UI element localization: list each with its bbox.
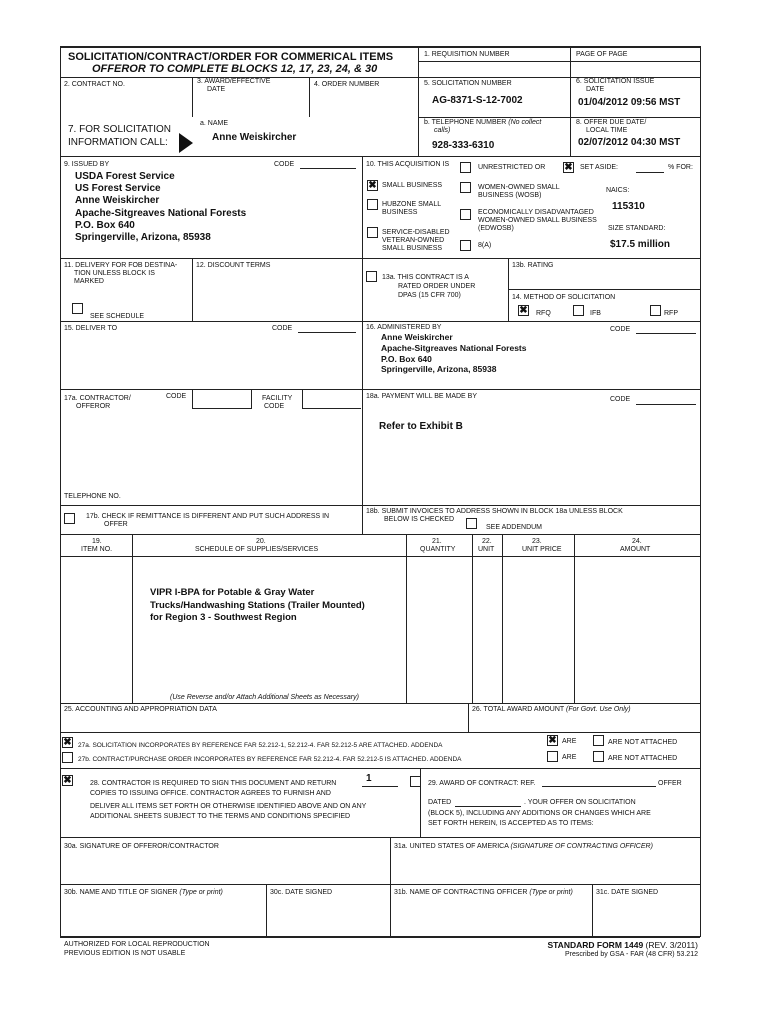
see-addendum-label: SEE ADDENDUM: [486, 524, 543, 531]
edwosb-label-3: (EDWOSB): [478, 225, 514, 232]
block-18a-label: 18a. PAYMENT WILL BE MADE BY: [366, 393, 477, 400]
description-line: Trucks/Handwashing Stations (Trailer Mounted): [150, 599, 365, 611]
block-16-label: 16. ADMINISTERED BY: [366, 324, 442, 331]
block-29-label: 29. AWARD OF CONTRACT: REF.: [428, 780, 536, 787]
sdvosb-label-2: VETERAN-OWNED: [382, 237, 445, 244]
block-7b-label: b. TELEPHONE NUMBER (No collect: [424, 119, 542, 126]
sdvosb-checkbox[interactable]: [367, 227, 378, 238]
block-25-label: 25. ACCOUNTING AND APPROPRIATION DATA: [64, 706, 217, 713]
issued-by-address: [75, 171, 246, 244]
issued-by-line: USDA Forest Service: [75, 171, 175, 182]
issued-by-line: Anne Weiskircher: [75, 195, 160, 207]
27a-are-not-checkbox[interactable]: [593, 735, 604, 746]
solicitation-issue-date[interactable]: 01/04/2012 09:56 MST: [578, 97, 681, 108]
block-15-label: 15. DELIVER TO: [64, 325, 118, 332]
block-13b-label: 13b. RATING: [512, 262, 554, 269]
hubzone-checkbox[interactable]: [367, 199, 378, 210]
prescribed-by: Prescribed by GSA - FAR (48 CFR) 53.212: [564, 951, 698, 958]
sdvosb-label: SERVICE-DISABLED: [382, 229, 450, 236]
copies-count[interactable]: 1: [366, 773, 372, 784]
offer-due-date[interactable]: 02/07/2012 04:30 MST: [578, 137, 681, 148]
page-of-label: PAGE OF PAGE: [576, 51, 628, 58]
27b-are-label: ARE: [562, 754, 577, 761]
col-unit-price-header: UNIT PRICE: [522, 546, 562, 553]
code-line: [636, 404, 696, 405]
unrestricted-checkbox[interactable]: [460, 162, 471, 173]
block-13a-label-2: RATED ORDER UNDER: [398, 283, 476, 290]
arrow-right-icon: [179, 133, 193, 153]
block-7-label-2: INFORMATION CALL:: [68, 137, 168, 148]
contact-name[interactable]: Anne Weiskircher: [212, 132, 297, 143]
issued-by-line: Apache-Sitgreaves National Forests: [75, 207, 247, 219]
27b-are-checkbox[interactable]: [547, 751, 558, 762]
small-business-checkbox[interactable]: ✖: [368, 180, 377, 191]
percent-for-label: % FOR:: [668, 164, 693, 171]
block-29-label-3: (BLOCK 5), INCLUDING ANY ADDITIONS OR CHANGES WHICH ARE: [428, 810, 651, 817]
27a-are-checkbox[interactable]: ✖: [548, 735, 557, 746]
block-31c-label: 31c. DATE SIGNED: [596, 889, 659, 896]
block-28-label-3: DELIVER ALL ITEMS SET FORTH OR OTHERWISE IDENTIFIED ABOVE AND ON ANY: [90, 803, 367, 810]
block-5-label: 5. SOLICITATION NUMBER: [424, 80, 512, 87]
block-28-label: 28. CONTRACTOR IS REQUIRED TO SIGN THIS DOCUMENT AND RETURN: [90, 780, 337, 787]
block-13a-label-3: DPAS (15 CFR 700): [398, 292, 461, 299]
block-6-label-date: DATE: [586, 86, 605, 93]
block-14-label: 14. METHOD OF SOLICITATION: [512, 294, 616, 301]
col-24-number: 24.: [632, 538, 642, 545]
administered-by-line: Anne Weiskircher: [381, 332, 453, 342]
block-10-label: 10. THIS ACQUISITION IS: [366, 161, 450, 168]
issued-by-line: Springerville, Arizona, 85938: [75, 232, 211, 244]
administered-by-address: [381, 332, 527, 375]
block-17b-label: 17b. CHECK IF REMITTANCE IS DIFFERENT AND PUT SUCH ADDRESS IN: [86, 513, 330, 520]
col-19-number: 19.: [92, 538, 102, 545]
schedule-description: [150, 587, 365, 625]
block-28-label-2: COPIES TO ISSUING OFFICE. CONTRACTOR AGREES TO FURNISH AND: [90, 790, 331, 797]
col-21-number: 21.: [432, 538, 442, 545]
set-aside-label: SET ASIDE:: [580, 164, 618, 171]
block-2-label: 2. CONTRACT NO.: [64, 81, 125, 88]
see-schedule-label: SEE SCHEDULE: [90, 313, 145, 320]
block-15-code-label: CODE: [272, 325, 293, 332]
block-30c-label: 30c. DATE SIGNED: [270, 889, 333, 896]
payment-by-value[interactable]: Refer to Exhibit B: [379, 421, 463, 432]
block-17a-label-2: OFFEROR: [76, 403, 111, 410]
block-30a-label: 30a. SIGNATURE OF OFFEROR/CONTRACTOR: [64, 843, 219, 850]
block-4-label: 4. ORDER NUMBER: [314, 81, 380, 88]
block-29-label-2: . YOUR OFFER ON SOLICITATION: [524, 799, 636, 806]
dated-line: [455, 806, 521, 807]
footer-previous-edition: PREVIOUS EDITION IS NOT USABLE: [64, 950, 186, 957]
8a-label: 8(A): [478, 242, 492, 249]
size-standard-label: SIZE STANDARD:: [608, 225, 666, 232]
issued-by-line: P.O. Box 640: [75, 219, 135, 231]
see-schedule-checkbox[interactable]: [72, 303, 83, 314]
contractor-code-field[interactable]: [192, 390, 252, 409]
27b-are-not-label: ARE NOT ATTACHED: [608, 755, 678, 762]
27b-checkbox[interactable]: [62, 752, 73, 763]
block-29-offer-label: OFFER: [658, 780, 682, 787]
block-11-label: 11. DELIVERY FOR FOB DESTINA-: [64, 262, 178, 269]
description-line: VIPR I-BPA for Potable & Gray Water: [150, 587, 315, 598]
copies-line: [362, 786, 398, 787]
block-3-label-date: DATE: [207, 86, 226, 93]
col-item-no-header: ITEM NO.: [81, 546, 113, 553]
form-subtitle: OFFEROR TO COMPLETE BLOCKS 12, 17, 23, 24, & 30: [92, 63, 378, 75]
col-amount-header: AMOUNT: [620, 546, 651, 553]
footer-authorized: AUTHORIZED FOR LOCAL REPRODUCTION: [64, 941, 210, 948]
rfq-label: RFQ: [536, 310, 551, 317]
ifb-checkbox[interactable]: [573, 305, 584, 316]
contact-telephone[interactable]: 928-333-6310: [432, 140, 495, 151]
block-18a-code-label: CODE: [610, 396, 631, 403]
8a-checkbox[interactable]: [460, 240, 471, 251]
block-7a-label: a. NAME: [200, 120, 229, 127]
rfp-checkbox[interactable]: [650, 305, 661, 316]
small-business-label: SMALL BUSINESS: [382, 182, 443, 189]
administered-by-line: P.O. Box 640: [381, 353, 432, 364]
block-30b-label: 30b. NAME AND TITLE OF SIGNER (Type or print): [64, 889, 223, 896]
wosb-checkbox[interactable]: [460, 182, 471, 193]
29-checkbox[interactable]: [410, 776, 421, 787]
edwosb-label-2: WOMEN-OWNED SMALL BUSINESS: [478, 217, 597, 224]
telephone-label: TELEPHONE NO.: [64, 493, 121, 500]
wosb-label: WOMEN-OWNED SMALL: [478, 184, 560, 191]
block-29-dated-label: DATED: [428, 799, 452, 806]
administered-by-line: Springerville, Arizona, 85938: [381, 364, 497, 375]
hubzone-label: HUBZONE SMALL: [382, 201, 442, 208]
code-line: [298, 332, 356, 333]
block-17a-code-label: CODE: [166, 393, 187, 400]
block-12-label: 12. DISCOUNT TERMS: [196, 262, 271, 269]
administered-by-line: Apache-Sitgreaves National Forests: [381, 342, 527, 353]
block-27b-label: 27b. CONTRACT/PURCHASE ORDER INCORPORATES BY REFERENCE FAR 52.212-4. FAR 52.212-5 IS ATTACHED. ADDENDA: [78, 756, 462, 763]
block-26-label: 26. TOTAL AWARD AMOUNT (For Govt. Use Only): [472, 706, 631, 713]
ref-line: [542, 786, 656, 787]
block-3-label: 3. AWARD/EFFECTIVE: [197, 78, 271, 85]
ifb-label: IFB: [590, 310, 601, 317]
set-aside-checkbox[interactable]: ✖: [564, 162, 573, 173]
additional-sheets-note: (Use Reverse and/or Attach Additional Sheets as Necessary): [170, 694, 359, 701]
block-9-code-label: CODE: [274, 161, 295, 168]
remittance-checkbox[interactable]: [64, 513, 75, 524]
27b-are-not-checkbox[interactable]: [593, 751, 604, 762]
block-9-label: 9. ISSUED BY: [64, 161, 110, 168]
form-number: STANDARD FORM 1449 (REV. 3/2011): [547, 940, 698, 950]
block-18b-label: 18b. SUBMIT INVOICES TO ADDRESS SHOWN IN BLOCK 18a UNLESS BLOCK: [366, 508, 623, 515]
col-schedule-header: SCHEDULE OF SUPPLIES/SERVICES: [195, 546, 319, 553]
block-1-label: 1. REQUISITION NUMBER: [424, 51, 510, 58]
code-line: [300, 168, 356, 169]
27a-are-label: ARE: [562, 738, 577, 745]
block-16-code-label: CODE: [610, 326, 631, 333]
block-11-label-3: MARKED: [74, 278, 104, 285]
see-addendum-checkbox[interactable]: [466, 518, 477, 529]
code-line: [636, 333, 696, 334]
edwosb-label: ECONOMICALLY DISADVANTAGED: [478, 209, 594, 216]
naics-code[interactable]: 115310: [612, 201, 645, 212]
col-20-number: 20.: [256, 538, 266, 545]
facility-code-label: FACILITY: [262, 395, 293, 402]
hubzone-label-2: BUSINESS: [382, 209, 418, 216]
block-31b-label: 31b. NAME OF CONTRACTING OFFICER (Type or print): [394, 889, 573, 896]
col-22-number: 22.: [482, 538, 492, 545]
rfq-checkbox[interactable]: ✖: [519, 305, 528, 316]
description-line: for Region 3 - Southwest Region: [150, 612, 297, 623]
unrestricted-label: UNRESTRICTED OR: [478, 164, 546, 171]
block-7-label: 7. FOR SOLICITATION: [68, 124, 171, 135]
block-13a-label: 13a. THIS CONTRACT IS A: [382, 274, 469, 281]
dpas-checkbox[interactable]: [366, 271, 377, 282]
solicitation-number[interactable]: AG-8371-S-12-7002: [432, 95, 523, 106]
block-11-label-2: TION UNLESS BLOCK IS: [74, 270, 155, 277]
block-31a-label: 31a. UNITED STATES OF AMERICA (SIGNATURE OF CONTRACTING OFFICER): [394, 843, 653, 850]
block-8-label: 8. OFFER DUE DATE/: [576, 119, 647, 126]
col-unit-header: UNIT: [478, 546, 495, 553]
facility-code-field[interactable]: [302, 390, 361, 409]
block-28-label-4: ADDITIONAL SHEETS SUBJECT TO THE TERMS AND CONDITIONS SPECIFIED: [90, 813, 351, 820]
size-standard-value[interactable]: $17.5 million: [610, 239, 671, 250]
col-quantity-header: QUANTITY: [420, 546, 456, 553]
block-17b-label-2: OFFER: [104, 521, 128, 528]
percent-line: [636, 172, 664, 173]
block-29-label-4: SET FORTH HEREIN, IS ACCEPTED AS TO ITEMS:: [428, 820, 594, 827]
block-18b-label-2: BELOW IS CHECKED: [384, 516, 455, 523]
block-6-label: 6. SOLICITATION ISSUE: [576, 78, 655, 85]
col-23-number: 23.: [532, 538, 542, 545]
27a-checkbox[interactable]: ✖: [63, 737, 72, 748]
issued-by-line: US Forest Service: [75, 183, 161, 195]
facility-code-label-2: CODE: [264, 403, 285, 410]
block-27a-label: 27a. SOLICITATION INCORPORATES BY REFERENCE FAR 52.212-1, 52.212-4. FAR 52.212-5 ARE ATTACHED. ADDENDA: [78, 742, 443, 749]
wosb-label-2: BUSINESS (WOSB): [478, 192, 542, 199]
block-7b-label-2: calls): [434, 127, 451, 134]
27a-are-not-label: ARE NOT ATTACHED: [608, 739, 678, 746]
edwosb-checkbox[interactable]: [460, 209, 471, 220]
form-title: SOLICITATION/CONTRACT/ORDER FOR COMMERICAL ITEMS: [68, 51, 394, 63]
block-17a-label: 17a. CONTRACTOR/: [64, 395, 131, 402]
28-checkbox[interactable]: ✖: [63, 775, 72, 786]
block-8-label-2: LOCAL TIME: [586, 127, 628, 134]
naics-label: NAICS:: [606, 187, 630, 194]
rfp-label: RFP: [664, 310, 678, 317]
sdvosb-label-3: SMALL BUSINESS: [382, 245, 443, 252]
